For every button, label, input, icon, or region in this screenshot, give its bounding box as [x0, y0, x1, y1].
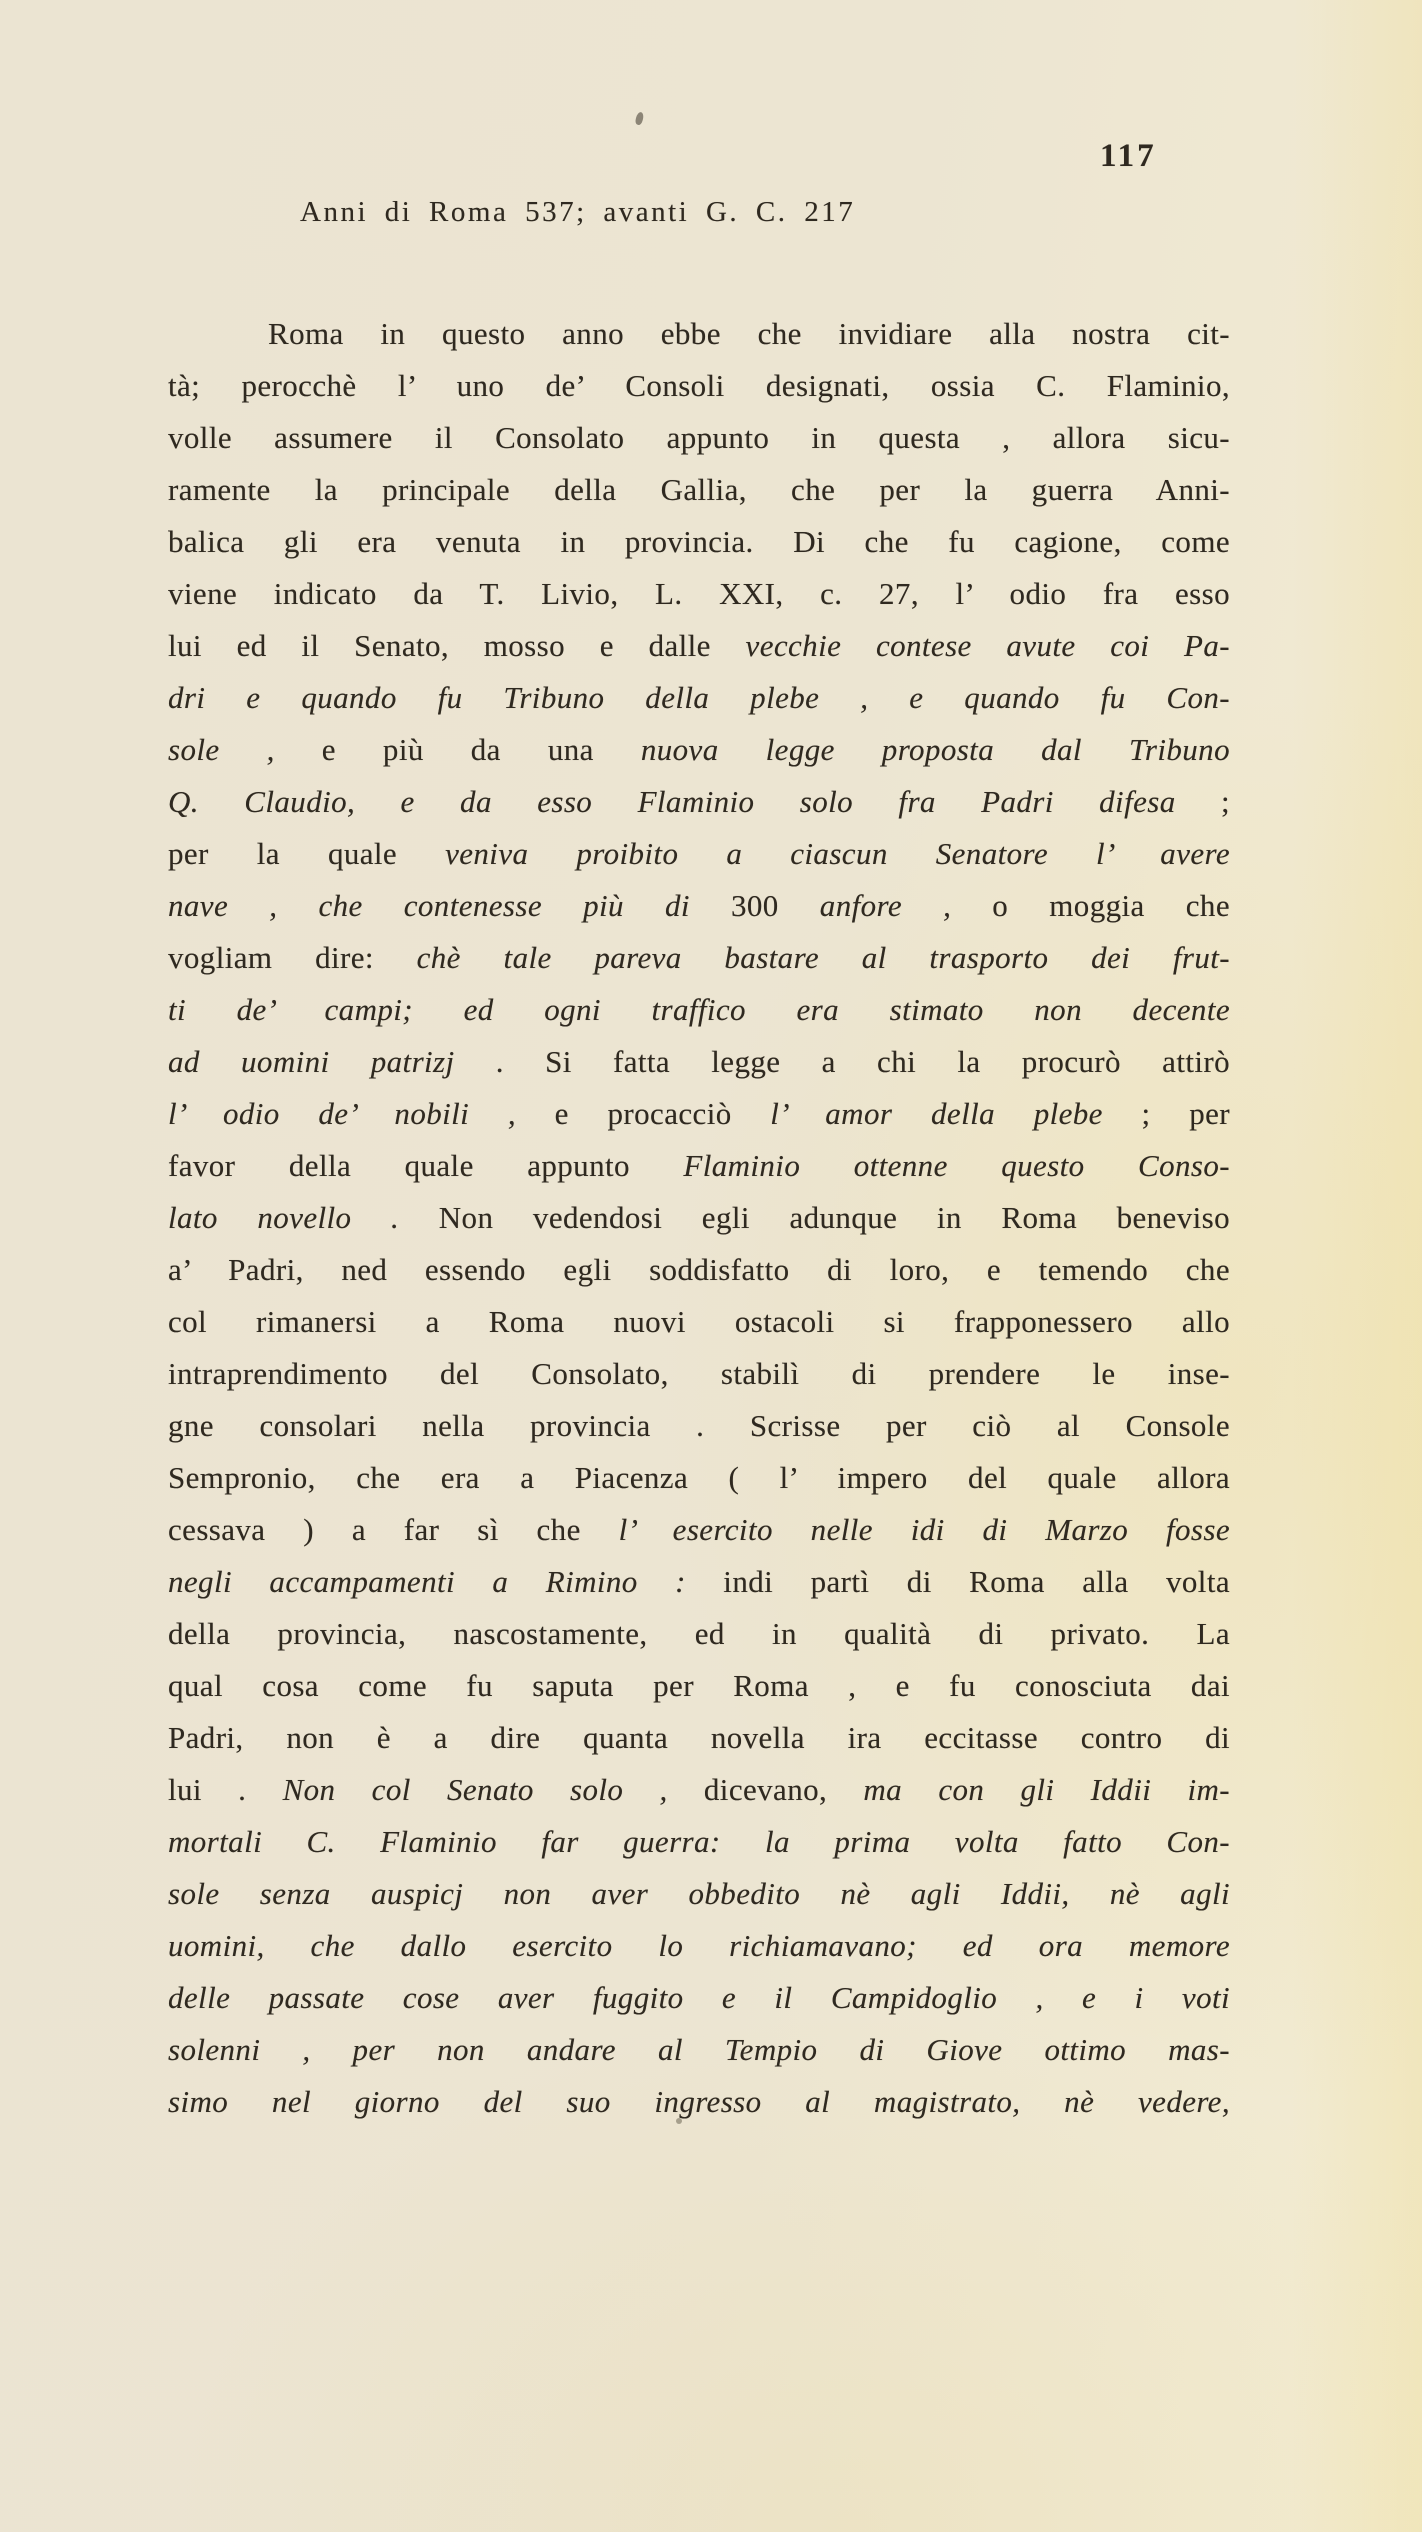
text-line — [168, 1296, 1230, 1348]
text-line — [168, 776, 1230, 828]
roman-text: favor della quale appunto — [168, 1148, 684, 1183]
roman-text: a’ Padri, ned essendo egli soddisfatto di loro, e temendo che — [168, 1252, 1230, 1287]
text-line — [168, 360, 1230, 412]
italic-text: negli accampamenti a Rimino : — [168, 1564, 686, 1599]
italic-text: solenni , per non andare al Tempio di Giove ottimo mas- — [168, 2032, 1230, 2067]
italic-text: ma con gli Iddii im- — [863, 1772, 1230, 1807]
roman-text: balica gli era venuta in provincia. Di che fu cagione, come — [168, 524, 1230, 559]
text-line — [168, 308, 1230, 360]
text-line — [168, 828, 1230, 880]
text-line — [168, 1036, 1230, 1088]
roman-text: ; per — [1102, 1096, 1230, 1131]
text-line — [168, 1504, 1230, 1556]
roman-text: dicevano, — [667, 1772, 864, 1807]
roman-text: o moggia che — [951, 888, 1230, 923]
italic-text: sole senza auspicj non aver obbedito nè agli Iddii, nè agli — [168, 1876, 1230, 1911]
text-line — [168, 1920, 1230, 1972]
text-line — [168, 516, 1230, 568]
text-line — [168, 1608, 1230, 1660]
text-line — [168, 1764, 1230, 1816]
roman-text: vogliam dire: — [168, 940, 417, 975]
roman-text: indi partì di Roma alla volta — [685, 1564, 1230, 1599]
text-line — [168, 1868, 1230, 1920]
text-line — [168, 1556, 1230, 1608]
italic-text: ad uomini patrizj — [168, 1044, 455, 1079]
roman-text: cessava ) a far sì che — [168, 1512, 619, 1547]
roman-text: 300 — [731, 888, 820, 923]
roman-text: Padri, non è a dire quanta novella ira eccitasse contro di — [168, 1720, 1230, 1755]
italic-text: uomini, che dallo esercito lo richiamavano; ed ora memore — [168, 1928, 1230, 1963]
roman-text: lui . — [168, 1772, 283, 1807]
running-header: Anni di Roma 537; avanti G. C. 217 — [300, 196, 856, 228]
roman-text: per la quale — [168, 836, 446, 871]
italic-text: Non col Senato solo , — [282, 1772, 668, 1807]
italic-text: sole , — [168, 732, 275, 767]
italic-text: chè tale pareva bastare al trasporto dei frut- — [416, 940, 1230, 975]
italic-text: vecchie contese avute coi Pa- — [745, 628, 1230, 663]
roman-text: della provincia, nascostamente, ed in qualità di privato. La — [168, 1616, 1230, 1651]
roman-text: . Si fatta legge a chi la procurò attirò — [454, 1044, 1230, 1079]
roman-text: qual cosa come fu saputa per Roma , e fu conosciuta dai — [168, 1668, 1230, 1703]
text-line — [168, 1140, 1230, 1192]
text-line — [168, 2076, 1230, 2128]
body-text — [168, 308, 1230, 2128]
text-line — [168, 1088, 1230, 1140]
italic-text: ti de’ campi; ed ogni traffico era stimato non decente — [168, 992, 1230, 1027]
text-line — [168, 1972, 1230, 2024]
text-line — [168, 568, 1230, 620]
text-line — [168, 1712, 1230, 1764]
italic-text: Flaminio ottenne questo Conso- — [683, 1148, 1230, 1183]
roman-text: ramente la principale della Gallia, che per la guerra Anni- — [168, 472, 1230, 507]
italic-text: nave , che contenesse più di — [168, 888, 731, 923]
italic-text: nuova legge proposta dal Tribuno — [640, 732, 1230, 767]
italic-text: anfore , — [819, 888, 952, 923]
text-line — [168, 1348, 1230, 1400]
roman-text: e procacciò — [516, 1096, 771, 1131]
roman-text: col rimanersi a Roma nuovi ostacoli si frapponessero allo — [168, 1304, 1230, 1339]
roman-text: Roma in questo anno ebbe che invidiare alla nostra cit- — [268, 316, 1230, 351]
italic-text: l’ amor della plebe — [770, 1096, 1103, 1131]
text-line — [168, 1452, 1230, 1504]
text-line — [168, 1244, 1230, 1296]
italic-text: lato novello . — [168, 1200, 400, 1235]
italic-text: veniva proibito a ciascun Senatore l’ avere — [445, 836, 1230, 871]
text-line — [168, 932, 1230, 984]
text-line — [168, 464, 1230, 516]
roman-text: gne consolari nella provincia . Scrisse per ciò al Console — [168, 1408, 1230, 1443]
text-line — [168, 412, 1230, 464]
ink-speck-top — [635, 111, 645, 125]
roman-text: intraprendimento del Consolato, stabilì di prendere le inse- — [168, 1356, 1230, 1391]
italic-text: mortali C. Flaminio far guerra: la prima volta fatto Con- — [168, 1824, 1230, 1859]
roman-text: e più da una — [274, 732, 641, 767]
text-line — [168, 880, 1230, 932]
roman-text: ; — [1175, 784, 1230, 819]
text-line — [168, 1400, 1230, 1452]
italic-text: dri e quando fu Tribuno della plebe , e quando fu Con- — [168, 680, 1230, 715]
italic-text: simo nel giorno del suo ingresso al magistrato, nè vedere, — [168, 2084, 1230, 2119]
text-line — [168, 1192, 1230, 1244]
italic-text: delle passate cose aver fuggito e il Campidoglio , e i voti — [168, 1980, 1230, 2015]
italic-text: l’ odio de’ nobili , — [168, 1096, 516, 1131]
italic-text: l’ esercito nelle idi di Marzo fosse — [618, 1512, 1230, 1547]
text-line — [168, 984, 1230, 1036]
text-line — [168, 672, 1230, 724]
italic-text: Q. Claudio, e da esso Flaminio solo fra Padri difesa — [168, 784, 1176, 819]
roman-text: viene indicato da T. Livio, L. XXI, c. 27, l’ odio fra esso — [168, 576, 1230, 611]
roman-text: Sempronio, che era a Piacenza ( l’ impero del quale allora — [168, 1460, 1230, 1495]
text-line — [168, 724, 1230, 776]
text-line — [168, 1816, 1230, 1868]
roman-text: tà; perocchè l’ uno de’ Consoli designati, ossia C. Flaminio, — [168, 368, 1230, 403]
page-number: 117 — [1100, 138, 1157, 174]
roman-text: Non vedendosi egli adunque in Roma beneviso — [399, 1200, 1230, 1235]
text-line — [168, 2024, 1230, 2076]
text-line — [168, 620, 1230, 672]
text-line — [168, 1660, 1230, 1712]
roman-text: volle assumere il Consolato appunto in questa , allora sicu- — [168, 420, 1230, 455]
roman-text: lui ed il Senato, mosso e dalle — [168, 628, 746, 663]
